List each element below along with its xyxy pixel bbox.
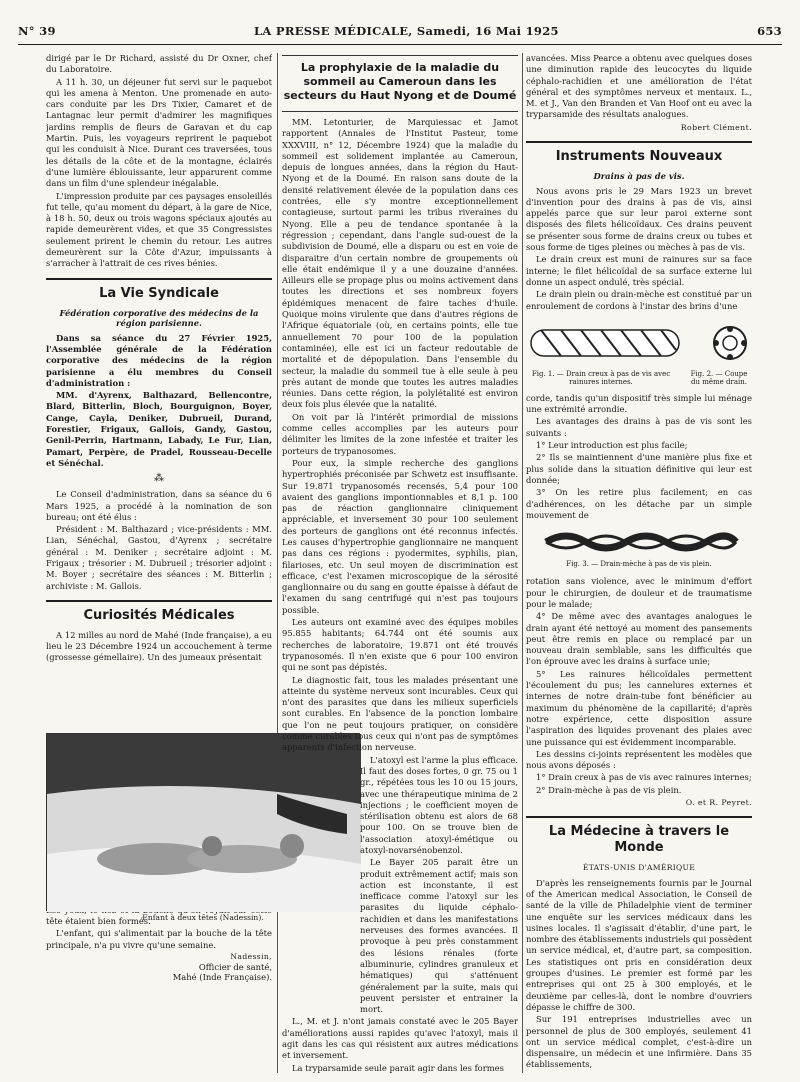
figures-1-2 (526, 318, 752, 368)
fig2-caption: Fig. 2. — Coupe du même drain. (690, 369, 748, 387)
section-divider (46, 278, 272, 280)
hollow-drain-figure (526, 318, 686, 368)
paragraph: A 12 milles au nord de Mahé (Inde française), a eu lieu le 23 Décembre 1924 un accouchement à terme (grossesse gémellaire). Un des jumeaux présentait (46, 629, 272, 663)
journal-title: LA PRESSE MÉDICALE, Samedi, 16 Mai 1925 (254, 24, 559, 38)
section-title-curiosites: Curiosités Médicales (83, 607, 235, 623)
paragraph: 3° On les retire plus facilement; en cas d'adhérences, on les détache par un simple mouvement de (526, 487, 752, 520)
signature-name: Nadessin, (230, 951, 272, 961)
paragraph: 4° De même avec des avantages analogues le drain ayant été nettoyé au moment des pansements peut être remis en place ou remplacé par un nouveau drain semblable, sans les difficultés que l'on éprouve avec les drains à surface unie; (526, 611, 752, 667)
section-divider (282, 111, 518, 112)
paragraph: A 11 h. 30, un déjeuner fut servi sur le paquebot qui les amena à Menton. Une promenade en auto-cars conduite par les Drs Tixier, Camaret et de Lantagnac leur permit d'admirer les magnifiques jardins remplis de fleurs de Garavan et du cap Martin. Puis, les voyageurs reprirent le paquebot qui les conduisit à Nice. Durant ces traversées, tous les détails de la côte et de la montagne, éclairés d'une lumière éblouissante, leur apparurent comme dans un film d'une splendeur inégalable. (46, 76, 272, 189)
fig3-caption: Fig. 3. — Drain-mèche à pas de vis plein. (566, 560, 712, 569)
section-subtitle: ÉTATS-UNIS D'AMÉRIQUE (582, 863, 696, 873)
section-title-vie-syndicale: La Vie Syndicale (99, 285, 219, 301)
paragraph: dirigé par le Dr Richard, assisté du Dr Oxner, chef du Laboratoire. (46, 53, 272, 75)
section-title-instruments: Instruments Nouveaux (555, 149, 723, 165)
section-subtitle: Fédération corporative des médecins de la région parisienne. (59, 307, 259, 329)
paragraph: On voit par là l'intérêt primordial de missions comme celles accomplies par les auteurs pour délimiter les limites de la zone infestée et traiter les porteurs de trypanosomes. (282, 411, 518, 456)
paragraph: 2° Drain-mèche à pas de vis plein. (536, 784, 682, 795)
paragraph: 1° Leur introduction est plus facile; (536, 440, 688, 451)
paragraph: L'atoxyl est l'arme la plus efficace. Il faut des doses fortes, 0 gr. 75 ou 1 gr., répétées tous les 10 ou 15 jours, avec une thérapeutique minima de 2 injections ; le coefficient moyen de stérilisation obtenu est alors de 68 pour 100. On se trouve bien de l'association atoxyl-émétique ou atoxyl-novarsénobenzol. (360, 754, 518, 855)
column-2 (282, 53, 518, 1078)
paragraph: Nous avons pris le 29 Mars 1923 un brevet d'invention pour des drains à pas de vis, ainsi appelés parce que sur leur paroi externe sont disposés des filets hélicoïdaux. Ces drains peuvent se présenter sous forme de drains creux ou tubes et sous forme de tiges pleines ou mèches à pas de vis. (526, 185, 752, 253)
paragraph: Le Conseil d'administration, dans sa séance du 6 Mars 1925, a procédé à la nomination de son bureau; ont été élus : (46, 489, 272, 522)
paragraph: Le drain plein ou drain-mèche est constitué par un enroulement de cordons à l'instar des brins d'une (526, 289, 752, 311)
section-divider (282, 55, 518, 56)
signature: O. et R. Peyret. (685, 798, 752, 808)
signature-block (46, 952, 272, 982)
column-divider-2 (522, 53, 523, 1073)
paragraph: L'enfant, qui s'alimentait par la bouche de la tête principale, n'a pu vivre qu'une semaine. (46, 928, 272, 950)
signature-title: Officier de santé, (198, 961, 272, 972)
paragraph: MM. Letonturier, de Marquiessac et Jamot rapportent (Annales de l'Institut Pasteur, tome XXXVIII, n° 12, Décembre 1924) que la maladie du sommeil est solidement implantée au Cameroun, depuis de longues années, dans la région du Haut-Nyong et de la Doumé. En raison sans doute de la densité relativement élevée de la population dans ces contrées, elle s'y montre exceptionnellement contagieuse, surtout parmi les tribus riveraines du Nyong. Elle a peu de tendance spontanée à la régression ; cependant, dans l'angle sud-ouest de la subdivision de Doumé, elle a disparu ou est en voie de disparaitre d'un certain nombre de groupements où elle était endémique il y a une douzaine d'années. Ailleurs elle se propage plus ou moins activement dans toutes les directions et ses nombreux foyers épidémiques menacent de faire taches d'huile. Quoique moins virulente que dans d'autres régions de l'Afrique équatoriale (où, en certains points, elle tue annuellement 70 pour 100 de la population contaminée), elle est ici un facteur redoutable de mortalité et de dépopulation. Dans l'ensemble du secteur, la maladie du sommeil tue à elle seule à peu près autant de monde que toutes les autres maladies réunies. Dans cette région, la polylétalité est environ deux fois plus élevée que la natalité. (282, 117, 518, 410)
paragraph: avancées. Miss Pearce a obtenu avec quelques doses une diminution rapide des leucocytes du liquide céphalo-rachidien et une amélioration de l'état général et des symptômes nerveux et mentaux. L., M. et J., Van den Branden et Van Hoof ont eu avec la tryparsamide des résultats analogues. (526, 53, 752, 120)
paragraph: Les dessins ci-joints représentent les modèles que nous avons déposés : (526, 748, 752, 771)
section-divider (526, 816, 752, 818)
paragraph: 5° Les rainures hélicoïdales permettent l'écoulement du pus; les cannelures externes et internes de notre drain-tube font bénéficier au maximum du phénomène de la capillarité; d'après notre expérience, cette disposition assure l'aspiration des liquides provenant des plaies avec une puissance qui est évidemment incomparable. (526, 668, 752, 747)
header-rule (18, 44, 782, 45)
issue-number: N° 39 (18, 24, 56, 38)
article-title-maladie-sommeil: La prophylaxie de la maladie du sommeil au Cameroun dans les secteurs du Haut Nyong et de Doumé (283, 61, 517, 102)
paragraph: L'impression produite par ces paysages ensoleillés fut telle, qu'au moment du départ, à la gare de Nice, à 18 h. 50, deux ou trois wagons spéciaux ajoutés au rapide demeurèrent vides, et que 35 Congressistes seulement prirent le chemin du retour. Les autres demeurèrent sur la Côte d'Azur, impuissants à s'arracher à l'attrait de ces rives bénies. (46, 190, 272, 269)
paragraph: rotation sans violence, avec le minimum d'effort pour le chirurgien, de douleur et de traumatisme pour le malade; (526, 576, 752, 609)
paragraph: tête étaient bien formés. (46, 915, 151, 926)
page-header (18, 24, 782, 44)
column-3 (526, 53, 752, 1078)
page-number: 653 (757, 24, 782, 38)
section-divider (526, 141, 752, 143)
section-title-medecine-monde: La Médecine à travers le Monde (548, 824, 730, 856)
drain-section-figure (708, 321, 752, 365)
figure-captions (526, 370, 752, 387)
section-divider (46, 600, 272, 602)
paragraph: corde, tandis qu'un dispositif très simple lui ménage une extrémité arrondie. (526, 392, 752, 415)
paragraph: Les avantages des drains à pas de vis sont les suivants : (526, 416, 752, 438)
paragraph: 1° Drain creux à pas de vis avec rainures internes; (536, 772, 752, 783)
paragraph: Président : M. Balthazard ; vice-présidents : MM. Lian, Sénéchal, Gastou, d'Ayrenx ; secrétaire général : M. Deniker ; secrétaire adjoint : M. Frigaux ; trésorier : M. Dubrueil ; trésorier adjoint : M. Boyer ; secrétaire des séances : M. Bitterlin ; archiviste : M. Gallois. (46, 524, 272, 591)
paragraph: Dans sa séance du 27 Février 1925, l'Assemblée générale de la Fédération corporative des médecins de la région parisienne a élu membres du Conseil d'administration : (46, 332, 272, 388)
asterism: ⁂ (154, 473, 164, 485)
solid-drain-figure (526, 527, 752, 557)
signature: Robert Clément. (680, 122, 752, 132)
paragraph: Le drain creux est muni de rainures sur sa face interne; le filet hélicoïdal de sa surface externe lui donne un aspect ondulé, très spécial. (526, 254, 752, 287)
paragraph: Le diagnostic fait, tous les malades présentant une atteinte du système nerveux sont incurables. Ceux qui n'ont des parasites que dans les milieux superficiels sont curables. En l'absence de la ponction lombaire que l'on ne peut toujours pratiquer, on considère comme curables tous ceux qui n'ont pas de symptômes apparents d'infection nerveuse. (282, 674, 518, 753)
paragraph: Sur 191 entreprises industrielles avec un personnel de plus de 300 employés, seulement 41 ont un service médical complet, c'est-à-dire un dispensaire, un médecin et une infirmière. Dans 35 établissements, (526, 1014, 752, 1070)
paragraph: L., M. et J. n'ont jamais constaté avec le 205 Bayer d'améliorations aussi rapides qu'avec l'atoxyl, mais il agit dans les cas qui résistent aux autres médications et inversement. (282, 1016, 518, 1061)
paragraph: Pour eux, la simple recherche des ganglions hypertrophiés préconisée par Schwetz est insuffisante. Sur 19.871 trypanosomés recensés, 5,4 pour 100 avaient des ganglions impontionnables et 8,1 p. 100 pas de réaction ganglionnaire cliniquement appréciable, et inversement 30 pour 100 seulement des porteurs de ganglions ont été reconnus infectés. Les causes d'hypertrophie ganglionnaire ne manquent pas dans ces régions : pyodermites, syphilis, pian, filarioses, etc. Un seul moyen de discrimination est efficace, c'est l'examen microscopique de la sérosité ganglionnaire ou du sang en goutte épaisse à défaut de l'examen du sang centrifugé qui n'est pas toujours possible. (282, 457, 518, 615)
paragraph: D'après les renseignements fournis par le Journal of the American medical Association, le Conseil de santé de la ville de Philadelphie vient de terminer une enquête sur les services médicaux dans les usines locales. Il s'agissait d'établir, d'une part, le nombre des établissements industriels qui possèdent un service médical, et, d'autre part, sa composition. Les statistiques ont pris en considération deux groupes d'usines. Le premier est formé par les entreprises qui ont 25 à 300 employés, et le deuxième par celles-là, dont le nombre d'ouvriers dépasse le chiffre de 300. (526, 877, 752, 1012)
photo-caption: Enfant à deux têtes (Nadessin). (142, 913, 264, 922)
paragraph: Le Bayer 205 parait être un produit extrêmement actif; mais son action est inconstante, il est inefficace comme l'atoxyl sur les parasites du liquide céphalo-rachidien et dans les manifestations nerveuses des formes avancées. Il provoque à peu près constamment des lésions rénales (forte albuminurie, cylindres granuleux et hématiques) qui s'atténuent généralement par la suite, mais qui peuvent persister et entrainer la mort. (360, 857, 518, 1015)
paragraph: 2° Ils se maintiennent d'une manière plus fixe et plus solide dans la situation définitive qui leur est donnée; (526, 452, 752, 485)
signature-place: Mahé (Inde Française). (172, 971, 272, 982)
fig1-caption: Fig. 1. — Drain creux à pas de vis avec rainures internes. (531, 369, 671, 387)
paragraph: La tryparsamide seule parait agir dans les formes (292, 1062, 504, 1073)
paragraph: MM. d'Ayrenx, Balthazard, Bellencontre, Blard, Bitterlin, Bloch, Bourguignon, Boyer, Cange, Cayla, Deniker, Dubrueil, Durand, Forestier, Frigaux, Gallois, Gandy, Gastou, Genil-Perrin, Hartmann, Labady, Le Fur, Lian, Pamart, Perpère, de Pradel, Rousseau-Decelle et Sénéchal. (46, 390, 272, 468)
section-subtitle: Drains à pas de vis. (593, 171, 685, 182)
paragraph: Les auteurs ont examiné avec des équipes mobiles 95.855 habitants; 64.744 ont été soumis aux recherches de laboratoire, 19.871 ont été trouvés trypanosomés. Il n'en existe que 6 pour 100 environ qui ne sont pas dépistés. (282, 617, 518, 673)
